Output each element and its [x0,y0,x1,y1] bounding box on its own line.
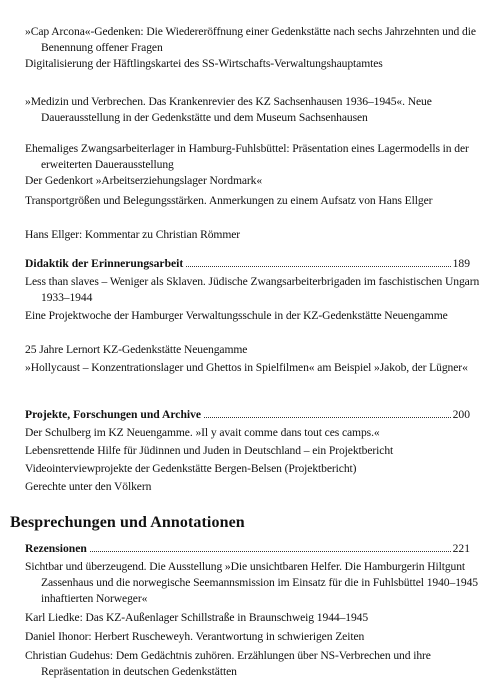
section-header-didaktik [25,256,470,272]
page-number: 200 [452,408,470,421]
page-number: 189 [452,257,470,270]
section-label: Projekte, Forschungen und Archive [25,408,202,421]
toc-entry: Digitalisierung der Häftlingskartei des SS-Wirtschafts-Verwaltungshauptamtes [25,57,383,70]
toc-entry: Eine Projektwoche der Hamburger Verwaltungsschule in der KZ-Gedenkstätte Neuengamme [25,309,448,322]
toc-entry: Christian Gudehus: Dem Gedächtnis zuhören. Erzählungen über NS-Verbrechen und ihre Repräsentation in deutschen Gedenkstätten [25,649,431,678]
toc-entry: Videointerviewprojekte der Gedenkstätte Bergen-Belsen (Projektbericht) [25,462,357,475]
toc-entry: Der Gedenkort »Arbeitserziehungslager Nordmark« [25,174,263,187]
section-label: Didaktik der Erinnerungsarbeit [25,257,184,270]
toc-entry: Transportgrößen und Belegungsstärken. Anmerkungen zu einem Aufsatz von Hans Ellger [25,194,433,207]
leader-dots [204,416,451,418]
toc-entry: »Hollycaust – Konzentrationslager und Ghettos in Spielfilmen« am Beispiel »Jakob, der Lügner« [25,361,468,374]
section-header-projekte [25,407,470,423]
toc-entry: »Medizin und Verbrechen. Das Krankenrevier des KZ Sachsenhausen 1936–1945«. Neue Dauerausstellung in der Gedenkstätte und dem Museum Sachsenhausen [25,95,432,124]
toc-entry: Der Schulberg im KZ Neuengamme. »Il y avait comme dans tout ces camps.« [25,426,380,439]
leader-dots [90,550,451,552]
toc-entry: Sichtbar und überzeugend. Die Ausstellung »Die unsichtbaren Helfer. Die Hamburgerin Hiltgunt Zassenhaus und die norwegische Seemannsmission im Einsatz für die in Fuhlsbüttel 1940–1945 inhaftierten Norweger« [25,560,478,605]
toc-entry: Lebensrettende Hilfe für Jüdinnen und Juden in Deutschland – ein Projektbericht [25,444,394,457]
toc-entry: »Cap Arcona«-Gedenken: Die Wiedereröffnung einer Gedenkstätte nach sechs Jahrzehnten und die Benennung offener Fragen [25,25,476,54]
page-number: 221 [452,542,470,555]
toc-entry: Daniel Ihonor: Herbert Ruscheweyh. Verantwortung in schwierigen Zeiten [25,630,365,643]
leader-dots [186,265,450,267]
section-header-rezensionen [25,541,470,557]
toc-entry: 25 Jahre Lernort KZ-Gedenkstätte Neuengamme [25,343,248,356]
toc-entry: Hans Ellger: Kommentar zu Christian Römmer [25,228,241,241]
part-title: Besprechungen und Annotationen [10,514,245,531]
toc-entry: Less than slaves – Weniger als Sklaven. Jüdische Zwangsarbeiterbrigaden im faschistischen Ungarn 1933–1944 [25,275,480,304]
toc-entry: Gerechte unter den Völkern [25,480,152,493]
toc-entry: Karl Liedke: Das KZ-Außenlager Schillstraße in Braunschweig 1944–1945 [25,611,369,624]
toc-entry: Ehemaliges Zwangsarbeiterlager in Hamburg-Fuhlsbüttel: Präsentation eines Lagermodells in der erweiterten Dauerausstellung [25,142,469,171]
section-label: Rezensionen [25,542,87,555]
